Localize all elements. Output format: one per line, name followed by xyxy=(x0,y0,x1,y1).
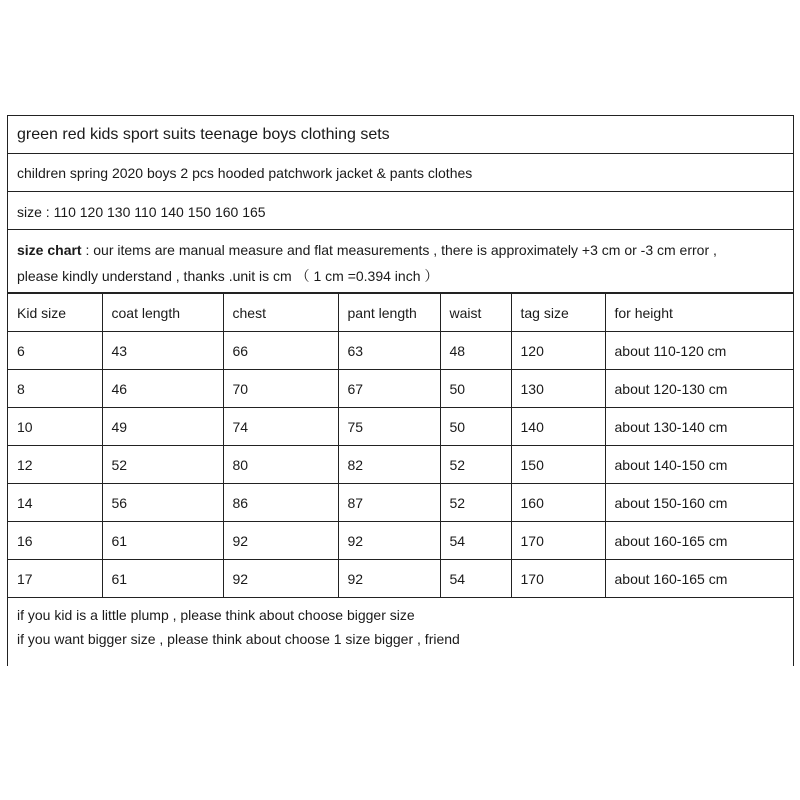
table-cell: 10 xyxy=(8,408,102,446)
table-cell: 48 xyxy=(440,332,511,370)
table-cell: 120 xyxy=(511,332,605,370)
table-cell: 52 xyxy=(440,484,511,522)
product-title: green red kids sport suits teenage boys clothing sets xyxy=(17,126,390,143)
table-cell: 6 xyxy=(8,332,102,370)
table-cell: 61 xyxy=(102,522,223,560)
size-table xyxy=(8,293,793,598)
column-header: chest xyxy=(223,294,338,332)
table-row xyxy=(8,370,793,408)
footer-note-bigger: if you want bigger size , please think about choose 1 size bigger , friend xyxy=(17,631,460,647)
table-cell: 52 xyxy=(102,446,223,484)
table-cell: 8 xyxy=(8,370,102,408)
table-cell: 74 xyxy=(223,408,338,446)
table-cell: 67 xyxy=(338,370,440,408)
table-header-row xyxy=(8,294,793,332)
table-cell: about 160-165 cm xyxy=(605,522,793,560)
table-cell: 61 xyxy=(102,560,223,598)
table-row xyxy=(8,522,793,560)
footer-note-plump: if you kid is a little plump , please think about choose bigger size xyxy=(17,607,415,623)
table-row xyxy=(8,332,793,370)
measurement-note-line1 xyxy=(17,242,717,258)
size-chart-label: size chart xyxy=(17,242,82,258)
table-cell: 130 xyxy=(511,370,605,408)
table-cell: 160 xyxy=(511,484,605,522)
column-header: pant length xyxy=(338,294,440,332)
table-cell: 92 xyxy=(338,522,440,560)
table-cell: 14 xyxy=(8,484,102,522)
table-cell: 43 xyxy=(102,332,223,370)
table-cell: 12 xyxy=(8,446,102,484)
table-cell: 63 xyxy=(338,332,440,370)
table-cell: 92 xyxy=(223,560,338,598)
column-header: Kid size xyxy=(8,294,102,332)
table-cell: 56 xyxy=(102,484,223,522)
table-cell: 170 xyxy=(511,522,605,560)
measurement-note-line2: please kindly understand , thanks .unit is cm （ 1 cm =0.394 inch ） xyxy=(17,268,439,284)
table-cell: 54 xyxy=(440,560,511,598)
table-cell: about 120-130 cm xyxy=(605,370,793,408)
footer-notes xyxy=(8,597,793,667)
subtitle-row xyxy=(8,154,793,192)
table-cell: 92 xyxy=(338,560,440,598)
table-cell: 92 xyxy=(223,522,338,560)
table-cell: 87 xyxy=(338,484,440,522)
column-header: for height xyxy=(605,294,793,332)
table-cell: 66 xyxy=(223,332,338,370)
table-cell: 80 xyxy=(223,446,338,484)
column-header: waist xyxy=(440,294,511,332)
measurement-note-text: : our items are manual measure and flat measurements , there is approximately +3 cm or -3 cm error , xyxy=(81,242,717,258)
product-subtitle: children spring 2020 boys 2 pcs hooded patchwork jacket & pants clothes xyxy=(17,165,473,181)
table-cell: 49 xyxy=(102,408,223,446)
table-row xyxy=(8,408,793,446)
table-cell: 170 xyxy=(511,560,605,598)
table-cell: about 160-165 cm xyxy=(605,560,793,598)
table-row xyxy=(8,560,793,598)
table-cell: about 150-160 cm xyxy=(605,484,793,522)
table-cell: 75 xyxy=(338,408,440,446)
table-cell: 150 xyxy=(511,446,605,484)
table-cell: 54 xyxy=(440,522,511,560)
table-cell: about 130-140 cm xyxy=(605,408,793,446)
column-header: coat length xyxy=(102,294,223,332)
table-cell: 82 xyxy=(338,446,440,484)
available-sizes: size : 110 120 130 110 140 150 160 165 xyxy=(17,204,266,220)
table-cell: 46 xyxy=(102,370,223,408)
table-row xyxy=(8,446,793,484)
table-cell: 140 xyxy=(511,408,605,446)
title-row xyxy=(8,116,793,154)
table-cell: about 110-120 cm xyxy=(605,332,793,370)
measurement-note-row xyxy=(8,230,793,293)
table-cell: 50 xyxy=(440,408,511,446)
table-cell: 16 xyxy=(8,522,102,560)
size-chart-sheet xyxy=(7,115,794,666)
table-cell: 52 xyxy=(440,446,511,484)
sizes-row xyxy=(8,192,793,230)
table-cell: about 140-150 cm xyxy=(605,446,793,484)
table-row xyxy=(8,484,793,522)
table-cell: 86 xyxy=(223,484,338,522)
table-cell: 17 xyxy=(8,560,102,598)
table-cell: 70 xyxy=(223,370,338,408)
table-cell: 50 xyxy=(440,370,511,408)
column-header: tag size xyxy=(511,294,605,332)
